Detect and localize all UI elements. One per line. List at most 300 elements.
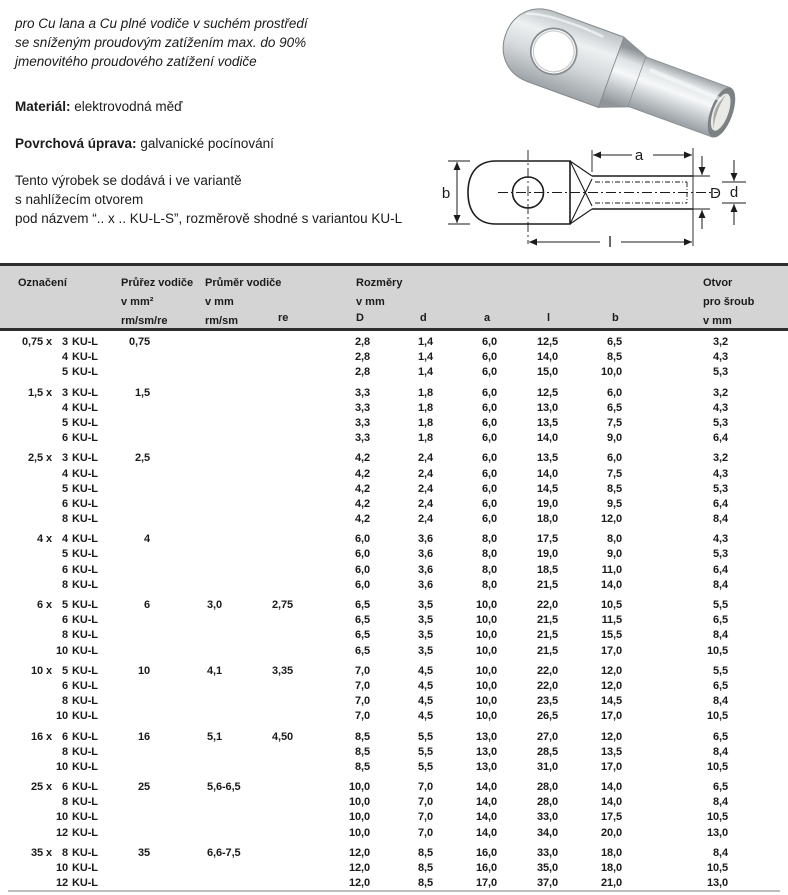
cell-screw-hole: 8,4 [713,578,728,591]
table-group [0,664,788,725]
cell-designation-suffix: KU-L [72,664,98,677]
cell-designation-number: 8 [61,846,68,859]
cell-dim-d: 2,4 [418,452,433,465]
cell-dim-a: 6,0 [482,482,497,495]
cell-dim-a: 6,0 [482,497,497,510]
cell-screw-hole: 5,3 [713,548,728,561]
cell-screw-hole: 10,5 [706,710,728,723]
cell-dim-D: 6,0 [355,533,370,546]
variant-note [15,171,455,228]
cell-dim-l: 21,5 [536,629,558,642]
header-screw-hole-l1: Otvor [703,277,733,289]
table-row [0,694,788,709]
cell-designation-number: 5 [61,482,68,495]
cell-cross-section: 10 [137,664,150,677]
header-diameter-l3: rm/sm [205,315,239,327]
cell-dim-l: 13,0 [536,401,558,414]
cell-dim-b: 12,0 [600,664,622,677]
table-row [0,365,788,380]
cell-dim-b: 12,0 [600,730,622,743]
surface-label: Povrchová úprava: [15,136,137,151]
cell-dim-D: 7,0 [355,710,370,723]
cell-dim-D: 6,5 [355,614,370,627]
dimension-drawing [440,136,788,260]
cell-dim-d: 7,0 [418,781,433,794]
cell-dim-l: 13,5 [536,452,558,465]
table-row [0,810,788,825]
cell-designation-number: 6 [61,730,68,743]
cell-dim-l: 22,0 [536,599,558,611]
cell-dim-b: 11,5 [601,614,622,627]
cell-dim-a: 8,0 [482,563,497,576]
table-row [0,628,788,643]
cell-dim-l: 22,0 [536,679,558,692]
cell-dim-D: 12,0 [348,862,370,874]
cell-designation-number: 12 [55,826,68,839]
cell-dim-l: 31,0 [536,760,558,773]
cell-designation-number: 10 [55,862,68,874]
cell-dim-d: 4,5 [418,664,433,677]
table-row [0,467,788,482]
cell-dim-d: 1,4 [418,366,433,379]
table-row [0,451,788,466]
cell-dim-b: 20,0 [600,826,622,839]
cell-dim-l: 14,0 [536,351,558,364]
surface-row [15,134,455,153]
cell-designation-suffix: KU-L [72,781,98,794]
cell-dim-a: 8,0 [482,533,497,546]
cell-dim-a: 10,0 [475,599,497,611]
cell-diameter-rmsm: 5,6-6,5 [207,781,241,794]
cell-dim-b: 18,0 [600,862,622,874]
table-group [0,386,788,447]
material-value: elektrovodná měď [74,99,183,114]
cell-designation-number: 5 [61,416,68,429]
dim-label-D: D [710,185,721,202]
header-cross-section-l1: Průřez vodiče [121,277,194,289]
table-row [0,745,788,760]
cell-dim-D: 6,5 [355,644,370,657]
cell-dim-d: 3,6 [418,533,433,546]
header-dimensions [356,274,402,312]
usage-note [15,14,455,71]
header-re: re [278,312,289,324]
cell-dim-b: 8,5 [607,351,622,364]
cell-dim-b: 13,5 [600,745,622,758]
cell-designation-suffix: KU-L [72,760,98,773]
cell-dim-l: 26,5 [536,710,558,723]
cell-dim-D: 12,0 [348,877,370,890]
cell-dim-l: 21,5 [536,578,558,591]
cell-dim-b: 9,5 [607,497,622,510]
cell-dim-a: 6,0 [482,513,497,526]
cell-screw-hole: 8,4 [713,846,728,859]
cell-designation-suffix: KU-L [72,826,98,839]
table-row [0,709,788,724]
cell-designation-suffix: KU-L [72,796,98,809]
header-diameter-l1: Průměr vodiče [205,277,282,289]
header-diameter [205,274,281,331]
cell-designation-suffix: KU-L [72,513,98,526]
cell-designation-number: 4 [61,533,68,546]
cell-dim-a: 10,0 [475,664,497,677]
cell-dim-l: 21,5 [536,644,558,657]
cell-dim-d: 3,5 [418,614,433,627]
cell-dim-l: 28,0 [536,781,558,794]
cell-dim-d: 8,5 [418,846,433,859]
header-dim-d: d [420,312,427,324]
cell-screw-hole: 6,4 [713,563,728,576]
cell-dim-D: 4,2 [355,497,370,510]
header-screw-hole-l3: v mm [703,315,732,327]
cell-designation-number: 6 [61,679,68,692]
cell-dim-D: 4,2 [355,452,370,465]
cell-designation-suffix: KU-L [72,599,98,611]
header-dim-D: D [356,312,364,324]
cell-dim-l: 23,5 [536,695,558,708]
cell-designation-number: 6 [61,614,68,627]
table-row [0,664,788,679]
cable-lug-photo [455,0,788,140]
cell-screw-hole: 8,4 [713,513,728,526]
cell-screw-hole: 8,4 [713,796,728,809]
header-dimensions-l1: Rozměry [356,277,403,289]
table-row [0,679,788,694]
cell-designation-suffix: KU-L [72,563,98,576]
header-cross-section [121,274,193,331]
cell-dim-b: 11,0 [601,563,622,576]
cell-screw-hole: 4,3 [713,467,728,480]
cell-dim-d: 1,4 [418,351,433,364]
cell-designation-suffix: KU-L [72,629,98,642]
product-photo [455,0,788,140]
header-diameter-l2: v mm [205,296,234,308]
cell-dim-d: 1,8 [418,386,433,399]
cell-dim-b: 10,0 [600,366,622,379]
cell-dim-a: 16,0 [475,846,497,859]
cell-designation-number: 8 [61,695,68,708]
cell-designation-number: 5 [61,366,68,379]
cell-dim-b: 6,5 [607,401,622,414]
usage-note-line: se sníženým proudovým zatížením max. do 90% [15,35,307,50]
cell-screw-hole: 10,5 [706,644,728,657]
table-row [0,547,788,562]
cell-designation-size: 10 x [30,664,52,677]
cell-screw-hole: 8,4 [713,629,728,642]
cell-dim-d: 1,4 [418,336,433,348]
cell-designation-size: 25 x [30,781,52,794]
table-row [0,780,788,795]
cell-dim-l: 21,5 [536,614,558,627]
cell-designation-number: 3 [61,386,68,399]
cell-dim-b: 9,0 [607,548,622,561]
cell-dim-l: 27,0 [536,730,558,743]
cell-dim-D: 4,2 [355,467,370,480]
cell-dim-b: 17,0 [600,760,622,773]
table-header [0,263,788,331]
cell-designation-size: 0,75 x [22,336,52,348]
cell-dim-a: 8,0 [482,548,497,561]
cell-dim-a: 14,0 [475,811,497,824]
cell-designation-suffix: KU-L [72,846,98,859]
cell-dim-a: 14,0 [475,826,497,839]
cell-dim-d: 1,8 [418,432,433,445]
cell-dim-a: 13,0 [475,760,497,773]
cell-dim-D: 10,0 [348,826,370,839]
cell-designation-number: 8 [61,578,68,591]
cell-dim-b: 17,5 [600,811,622,824]
cell-dim-D: 8,5 [355,730,370,743]
header-dim-b: b [612,312,619,324]
cell-dim-d: 5,5 [418,745,433,758]
cell-dim-d: 1,8 [418,416,433,429]
cell-dim-b: 14,5 [600,695,622,708]
cell-designation-suffix: KU-L [72,366,98,379]
cell-screw-hole: 6,4 [713,497,728,510]
table-group [0,532,788,593]
cell-dim-a: 10,0 [475,614,497,627]
table-row [0,730,788,745]
cell-dim-D: 7,0 [355,679,370,692]
cell-dim-a: 17,0 [475,877,497,890]
cell-designation-number: 8 [61,513,68,526]
cell-designation-suffix: KU-L [72,679,98,692]
table-row [0,644,788,659]
table-row [0,598,788,613]
cell-dim-D: 7,0 [355,664,370,677]
cell-screw-hole: 13,0 [706,877,728,890]
cell-dim-b: 6,0 [607,386,622,399]
cell-dim-d: 1,8 [418,401,433,414]
cell-dim-l: 19,0 [536,497,558,510]
cell-dim-d: 7,0 [418,811,433,824]
cell-screw-hole: 4,3 [713,401,728,414]
header-dim-l: l [547,312,551,324]
cell-designation-number: 10 [55,811,68,824]
cell-dim-d: 2,4 [418,513,433,526]
cell-dim-D: 8,5 [355,760,370,773]
cell-dim-b: 14,0 [600,578,622,591]
cell-dim-D: 3,3 [355,432,370,445]
table-row [0,846,788,861]
cell-screw-hole: 5,5 [713,599,728,611]
usage-note-line: pro Cu lana a Cu plné vodiče v suchém prostředí [15,16,308,31]
cell-diameter-re: 4,50 [272,730,294,743]
cell-designation-size: 35 x [30,846,52,859]
cell-dim-a: 6,0 [482,467,497,480]
cell-designation-number: 6 [61,432,68,445]
cell-dim-l: 14,5 [536,482,558,495]
cell-designation-number: 6 [61,563,68,576]
cell-dim-l: 15,0 [536,366,558,379]
cell-designation-suffix: KU-L [72,416,98,429]
cell-dim-l: 12,5 [536,386,558,399]
cell-diameter-rmsm: 6,6-7,5 [207,846,241,859]
cell-designation-number: 5 [61,548,68,561]
table-row [0,386,788,401]
table-row [0,512,788,527]
cell-dim-D: 4,2 [355,513,370,526]
cell-designation-suffix: KU-L [72,695,98,708]
cell-dim-D: 7,0 [355,695,370,708]
cell-dim-d: 3,6 [418,578,433,591]
cell-dim-a: 16,0 [475,862,497,874]
dim-label-d: d [729,184,739,201]
cell-designation-number: 4 [61,467,68,480]
cell-dim-d: 2,4 [418,467,433,480]
cell-diameter-rmsm: 4,1 [207,664,222,677]
table-row [0,760,788,775]
cell-dim-b: 14,0 [600,796,622,809]
cell-screw-hole: 8,4 [713,695,728,708]
cell-dim-a: 13,0 [475,730,497,743]
cell-dim-D: 6,5 [355,599,370,611]
cell-dim-a: 8,0 [482,578,497,591]
table-row [0,350,788,365]
table-row [0,563,788,578]
cell-dim-b: 14,0 [600,781,622,794]
spec-table [0,263,788,891]
cell-cross-section: 25 [137,781,150,794]
cell-designation-number: 5 [61,599,68,611]
cell-dim-a: 14,0 [475,796,497,809]
table-body [0,331,788,891]
cell-dim-a: 6,0 [482,366,497,379]
cell-designation-suffix: KU-L [72,533,98,546]
table-row [0,532,788,547]
table-row [0,826,788,841]
cell-dim-D: 6,0 [355,548,370,561]
cell-dim-l: 22,0 [536,664,558,677]
cell-designation-suffix: KU-L [72,710,98,723]
cell-designation-suffix: KU-L [72,614,98,627]
cell-dim-b: 18,0 [600,846,622,859]
cell-dim-l: 33,0 [536,811,558,824]
cell-dim-d: 3,6 [418,548,433,561]
cell-dim-a: 13,0 [475,745,497,758]
cell-cross-section: 6 [143,599,150,611]
cell-screw-hole: 10,5 [706,760,728,773]
cell-dim-l: 19,0 [536,548,558,561]
cell-dim-d: 2,4 [418,497,433,510]
header-cross-section-l3: rm/sm/re [121,315,168,327]
cell-dim-a: 6,0 [482,416,497,429]
cell-dim-d: 3,5 [418,644,433,657]
cell-screw-hole: 6,5 [713,614,728,627]
cell-dim-l: 17,5 [536,533,558,546]
cell-dim-l: 33,0 [536,846,558,859]
cell-dim-D: 2,8 [355,336,370,348]
header-designation-label: Označení [18,277,67,289]
surface-value: galvanické pocínování [140,136,274,151]
header-dim-a: a [484,312,491,324]
cell-dim-l: 18,5 [536,563,558,576]
table-row [0,861,788,876]
table-group [0,846,788,892]
cell-diameter-rmsm: 5,1 [207,730,222,743]
cell-dim-a: 6,0 [482,351,497,364]
cell-dim-b: 21,0 [600,877,622,890]
cell-dim-d: 4,5 [418,679,433,692]
cell-dim-D: 12,0 [348,846,370,859]
cell-dim-b: 10,5 [600,599,622,611]
cell-designation-size: 4 x [37,533,52,546]
cell-dim-d: 8,5 [418,862,433,874]
cell-dim-D: 8,5 [355,745,370,758]
cell-designation-suffix: KU-L [72,386,98,399]
cell-dim-b: 12,0 [600,513,622,526]
cell-dim-a: 6,0 [482,452,497,465]
cell-designation-number: 8 [61,796,68,809]
cell-designation-suffix: KU-L [72,401,98,414]
cell-dim-b: 17,0 [600,644,622,657]
table-row [0,497,788,512]
cell-dim-a: 6,0 [482,336,497,348]
cell-dim-d: 5,5 [418,730,433,743]
cell-designation-number: 3 [61,336,68,348]
cell-dim-l: 28,0 [536,796,558,809]
usage-note-line: jmenovitého proudového zatížení vodiče [15,54,257,69]
cell-designation-number: 8 [61,745,68,758]
variant-note-line: pod názvem “.. x .. KU-L-S”, rozměrově shodné s variantou KU-L [15,211,403,226]
cell-dim-l: 34,0 [536,826,558,839]
table-group [0,451,788,527]
cell-dim-b: 17,0 [600,710,622,723]
cell-dim-a: 10,0 [475,695,497,708]
cell-screw-hole: 5,5 [713,664,728,677]
cell-designation-suffix: KU-L [72,578,98,591]
cell-dim-d: 2,4 [418,482,433,495]
cell-dim-d: 3,6 [418,563,433,576]
table-group [0,598,788,659]
cell-dim-l: 28,5 [536,745,558,758]
cell-dim-D: 3,3 [355,401,370,414]
cell-dim-a: 6,0 [482,386,497,399]
cell-screw-hole: 4,3 [713,351,728,364]
cell-diameter-re: 2,75 [272,599,294,611]
cell-dim-D: 10,0 [348,781,370,794]
header-screw-hole [703,274,754,331]
cell-dim-D: 2,8 [355,366,370,379]
cell-screw-hole: 8,4 [713,745,728,758]
variant-note-line: s nahlížecím otvorem [15,192,144,207]
cell-designation-size: 16 x [30,730,52,743]
cell-designation-suffix: KU-L [72,467,98,480]
cell-dim-d: 5,5 [418,760,433,773]
cell-designation-suffix: KU-L [72,644,98,657]
cell-designation-suffix: KU-L [72,730,98,743]
cell-screw-hole: 5,3 [713,482,728,495]
material-row [15,97,455,116]
cell-designation-number: 6 [61,781,68,794]
cell-dim-d: 8,5 [418,877,433,890]
cell-dim-D: 3,3 [355,416,370,429]
cell-screw-hole: 3,2 [713,336,728,348]
cell-designation-suffix: KU-L [72,811,98,824]
cell-dim-l: 12,5 [536,336,558,348]
table-row [0,416,788,431]
cell-dim-D: 6,0 [355,578,370,591]
cell-cross-section: 4 [143,533,150,546]
dim-label-a: a [634,147,644,164]
cell-designation-suffix: KU-L [72,351,98,364]
cell-screw-hole: 13,0 [706,826,728,839]
cell-screw-hole: 6,5 [713,679,728,692]
cell-dim-a: 10,0 [475,710,497,723]
table-row [0,578,788,593]
table-row [0,613,788,628]
cell-designation-suffix: KU-L [72,745,98,758]
